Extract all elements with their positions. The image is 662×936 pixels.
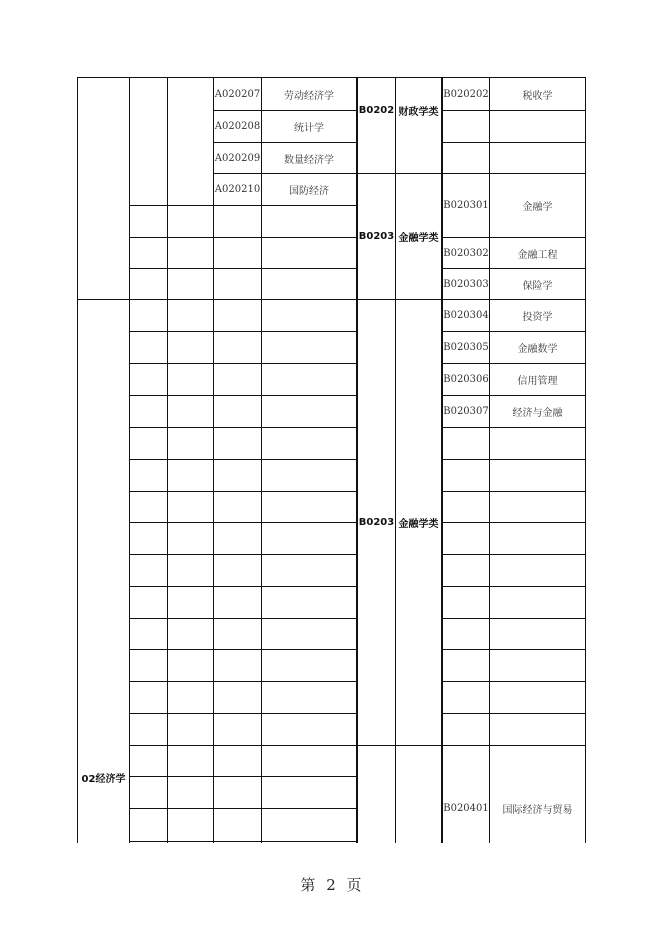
b-row-line xyxy=(441,554,586,555)
grid-row-line xyxy=(129,618,357,619)
grid-row-line xyxy=(129,745,357,746)
grid-row-line xyxy=(129,491,357,492)
grid-row-line xyxy=(129,776,357,777)
b-code-cell: B020303 xyxy=(443,278,489,290)
b-group-code: B0203 xyxy=(358,517,395,528)
a-name-cell: 统计学 xyxy=(294,123,324,134)
a-name-cell: 国防经济 xyxy=(289,186,329,197)
b-row-line xyxy=(441,649,586,650)
table-border-right xyxy=(585,77,586,843)
b-group-name: 财政学类 xyxy=(398,106,439,118)
grid-row-line xyxy=(129,649,357,650)
b-row-line xyxy=(441,618,586,619)
page-footer xyxy=(0,874,662,895)
b-code-cell: B020401 xyxy=(443,803,489,814)
b-code-cell: B020306 xyxy=(443,374,489,385)
b-row-line xyxy=(441,427,586,428)
b-code-cell: B020305 xyxy=(443,342,489,353)
grid-row-line xyxy=(129,841,357,842)
footer-prefix: 第 xyxy=(300,876,316,894)
grid-row-line xyxy=(129,427,357,428)
b-group-name: 金融学类 xyxy=(398,519,439,530)
b-code-cell: B020302 xyxy=(443,247,489,259)
grid-row-line xyxy=(129,268,357,269)
grid-row-line xyxy=(129,713,357,714)
grid-row-line xyxy=(129,237,357,238)
b-name-cell: 保险学 xyxy=(522,280,553,292)
col-line-2 xyxy=(167,77,168,843)
footer-suffix: 页 xyxy=(346,876,362,894)
col-line-1 xyxy=(129,77,130,843)
b-name-cell: 税收学 xyxy=(522,90,553,102)
a-name-cell: 劳动经济学 xyxy=(284,90,334,102)
b-group-divider xyxy=(357,745,442,746)
discipline-divider xyxy=(77,299,130,300)
page-number: 2 xyxy=(326,876,336,894)
b-group-code: B0202 xyxy=(358,104,395,116)
b-group-name: 金融学类 xyxy=(398,233,439,244)
a-code-cell: A020209 xyxy=(214,152,261,164)
b-code-cell: B020301 xyxy=(443,200,489,211)
grid-row-line xyxy=(129,681,357,682)
b-row-line xyxy=(441,110,586,111)
b-group-code: B0203 xyxy=(358,231,395,242)
b-row-line xyxy=(441,681,586,682)
a-code-cell: A020210 xyxy=(214,184,261,195)
grid-row-line xyxy=(129,331,357,332)
a-name-cell: 数量经济学 xyxy=(284,154,334,166)
grid-row-line xyxy=(129,299,357,300)
b-name-cell: 经济与金融 xyxy=(512,408,563,419)
b-row-line xyxy=(441,491,586,492)
discipline-label: 02经济学 xyxy=(81,773,126,785)
grid-row-line xyxy=(129,522,357,523)
b-name-cell: 金融学 xyxy=(522,202,553,213)
b-row-line xyxy=(441,142,586,143)
a-code-cell: A020208 xyxy=(214,121,261,132)
b-name-cell: 信用管理 xyxy=(517,376,558,387)
b-row-line xyxy=(441,713,586,714)
b-name-cell: 金融工程 xyxy=(517,249,558,261)
b-row-line xyxy=(441,459,586,460)
grid-row-line xyxy=(129,205,357,206)
grid-row-line xyxy=(129,459,357,460)
b-name-cell: 投资学 xyxy=(522,312,553,323)
b-code-cell: B020307 xyxy=(443,406,489,417)
b-row-line xyxy=(441,522,586,523)
a-code-cell: A020207 xyxy=(214,88,261,100)
grid-row-line xyxy=(129,395,357,396)
b-name-cell: 金融数学 xyxy=(517,344,558,355)
grid-row-line xyxy=(129,554,357,555)
grid-row-line xyxy=(129,808,357,809)
grid-row-line xyxy=(129,363,357,364)
table-border-left xyxy=(77,77,78,843)
b-name-cell: 国际经济与贸易 xyxy=(502,805,573,816)
grid-row-line xyxy=(129,586,357,587)
b-code-cell: B020202 xyxy=(443,88,489,100)
b-row-line xyxy=(441,586,586,587)
b-code-cell: B020304 xyxy=(443,310,489,321)
